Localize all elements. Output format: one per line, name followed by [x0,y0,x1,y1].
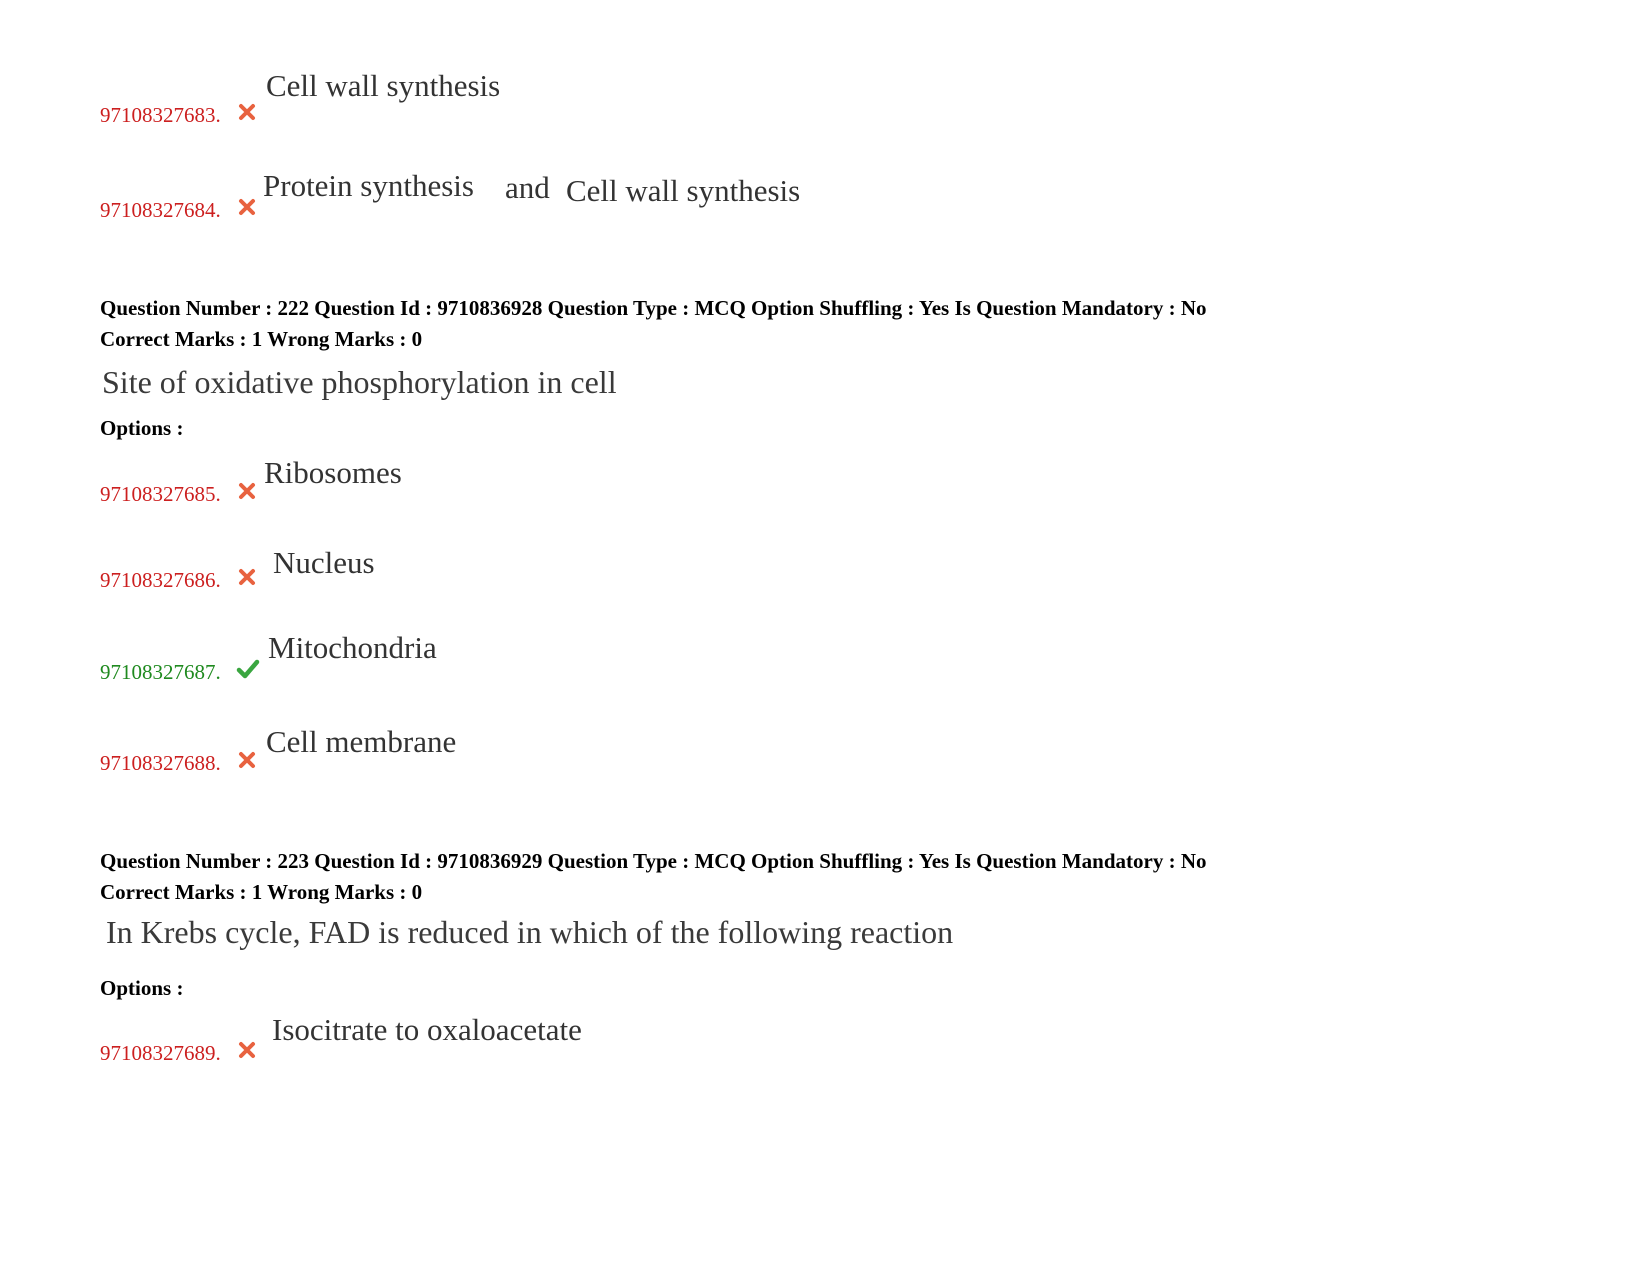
option-id: 97108327686. [100,568,221,592]
cross-icon [237,197,257,217]
cross-icon [237,102,257,122]
option-text-part: and [505,170,550,205]
options-label: Options : [100,976,184,1000]
cross-icon [237,1040,257,1060]
option-text-part: Protein synthesis [263,168,474,203]
option-text: Ribosomes [264,455,402,490]
option-id: 97108327685. [100,482,221,506]
cross-icon [237,567,257,587]
option-id: 97108327688. [100,751,221,775]
question-text: Site of oxidative phosphorylation in cell [102,364,617,400]
option-id: 97108327689. [100,1041,221,1065]
question-meta: Question Number : 222 Question Id : 9710836928 Question Type : MCQ Option Shuffling : Yes Is Question Mandatory : No [100,296,1207,320]
cross-icon [237,750,257,770]
option-id: 97108327683. [100,103,221,127]
question-text: In Krebs cycle, FAD is reduced in which of the following reaction [106,914,954,950]
option-text-part: Cell wall synthesis [566,173,801,208]
option-id: 97108327684. [100,198,221,222]
option-text: Cell wall synthesis [266,68,501,103]
option-text: Isocitrate to oxaloacetate [272,1012,582,1047]
options-label: Options : [100,416,184,440]
cross-icon [237,481,257,501]
option-text: Cell membrane [266,724,457,759]
question-meta: Question Number : 223 Question Id : 9710836929 Question Type : MCQ Option Shuffling : Yes Is Question Mandatory : No [100,849,1207,873]
option-text: Nucleus [273,545,375,580]
check-icon [236,658,260,680]
option-id-correct: 97108327687. [100,660,221,684]
option-text: Mitochondria [268,630,437,665]
question-marks: Correct Marks : 1 Wrong Marks : 0 [100,327,423,351]
question-marks: Correct Marks : 1 Wrong Marks : 0 [100,880,423,904]
